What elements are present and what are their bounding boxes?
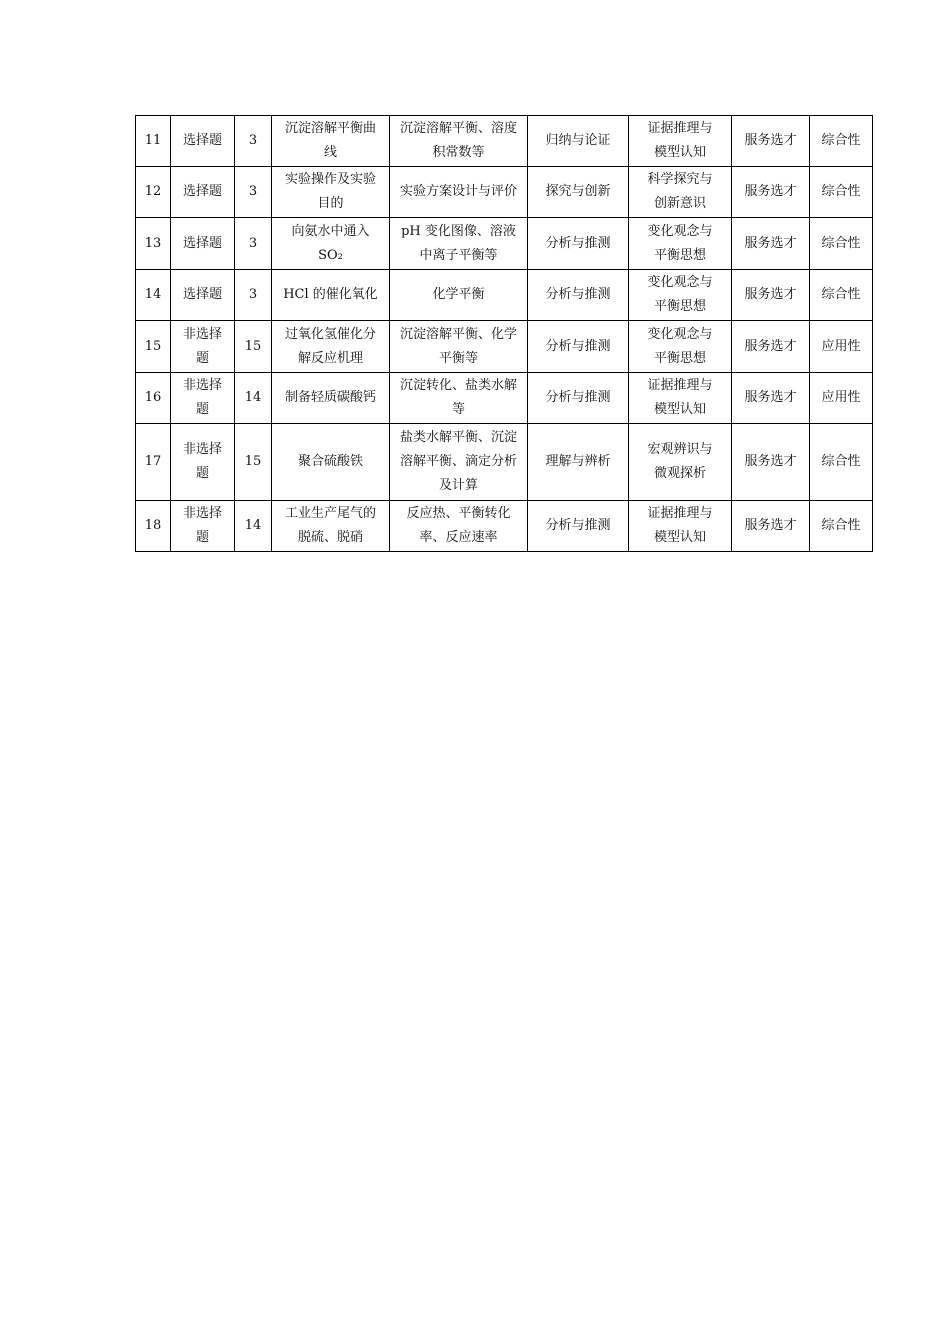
literacy-text: 证据推理与模型认知 (647, 378, 713, 417)
ability-cell: 分析与推测 (528, 218, 629, 270)
literacy-text: 证据推理与模型认知 (647, 506, 713, 545)
topic-cell (272, 321, 390, 373)
literacy-cell (629, 167, 732, 218)
value-cell: 服务选才 (732, 116, 810, 167)
value-cell: 服务选才 (732, 501, 810, 552)
literacy-cell (629, 270, 732, 321)
topic-cell: HCl 的催化氧化 (272, 270, 390, 321)
exam-analysis-table (135, 115, 873, 552)
literacy-text: 变化观念与平衡思想 (647, 326, 713, 366)
question-type-text: 非选择题 (182, 378, 222, 417)
nature-cell: 综合性 (810, 424, 873, 501)
topic-text: 工业生产尾气的脱硫、脱硝 (284, 506, 376, 545)
table-row (136, 270, 873, 321)
value-cell: 服务选才 (732, 218, 810, 270)
nature-cell: 综合性 (810, 270, 873, 321)
topic-cell: 聚合硫酸铁 (272, 424, 390, 501)
knowledge-cell (390, 116, 528, 167)
question-number-cell: 14 (136, 270, 171, 321)
question-number-cell: 12 (136, 167, 171, 218)
nature-cell: 综合性 (810, 167, 873, 218)
knowledge-text: 盐类水解平衡、沉淀溶解平衡、滴定分析及计算 (399, 430, 517, 493)
knowledge-text: 沉淀溶解平衡、溶度积常数等 (399, 121, 517, 160)
table-row (136, 167, 873, 218)
question-number-cell: 11 (136, 116, 171, 167)
literacy-cell (629, 373, 732, 424)
question-type-cell: 选择题 (171, 167, 235, 218)
knowledge-cell: 化学平衡 (390, 270, 528, 321)
score-cell: 3 (235, 218, 272, 270)
ability-cell: 分析与推测 (528, 321, 629, 373)
literacy-text: 证据推理与模型认知 (647, 121, 713, 160)
score-cell: 3 (235, 270, 272, 321)
topic-cell (272, 218, 390, 270)
question-number-cell: 15 (136, 321, 171, 373)
score-cell: 3 (235, 167, 272, 218)
question-number-cell: 18 (136, 501, 171, 552)
table-row (136, 321, 873, 373)
topic-cell (272, 501, 390, 552)
knowledge-text: 实验方案设计与评价 (399, 184, 517, 199)
knowledge-text: 沉淀转化、盐类水解等 (399, 378, 517, 417)
question-type-cell (171, 373, 235, 424)
value-cell: 服务选才 (732, 424, 810, 501)
table-row (136, 424, 873, 501)
knowledge-cell (390, 218, 528, 270)
ability-cell: 分析与推测 (528, 373, 629, 424)
nature-cell: 综合性 (810, 116, 873, 167)
topic-text: 向氨水中通入SO₂ (291, 223, 370, 263)
question-number-cell: 16 (136, 373, 171, 424)
literacy-text: 科学探究与创新意识 (647, 172, 713, 211)
question-type-cell: 选择题 (171, 270, 235, 321)
literacy-text: 变化观念与平衡思想 (647, 223, 713, 263)
literacy-text: 变化观念与平衡思想 (647, 275, 713, 314)
knowledge-cell (390, 321, 528, 373)
topic-text: 沉淀溶解平衡曲线 (284, 121, 376, 160)
nature-cell: 综合性 (810, 218, 873, 270)
value-cell: 服务选才 (732, 373, 810, 424)
ability-cell: 归纳与论证 (528, 116, 629, 167)
topic-text: 过氧化氢催化分解反应机理 (284, 326, 376, 366)
knowledge-cell (390, 501, 528, 552)
knowledge-cell (390, 373, 528, 424)
nature-cell: 应用性 (810, 373, 873, 424)
question-type-cell: 选择题 (171, 218, 235, 270)
question-number-cell: 13 (136, 218, 171, 270)
question-type-text: 非选择题 (182, 506, 222, 545)
score-cell: 15 (235, 424, 272, 501)
nature-cell: 综合性 (810, 501, 873, 552)
literacy-cell (629, 218, 732, 270)
question-type-cell (171, 424, 235, 501)
topic-cell (272, 167, 390, 218)
topic-text: 实验操作及实验目的 (284, 172, 376, 211)
literacy-cell (629, 116, 732, 167)
ability-cell: 探究与创新 (528, 167, 629, 218)
score-cell: 3 (235, 116, 272, 167)
value-cell: 服务选才 (732, 167, 810, 218)
table-row (136, 373, 873, 424)
knowledge-cell (390, 424, 528, 501)
ability-cell: 理解与辨析 (528, 424, 629, 501)
question-type-text: 非选择题 (182, 442, 222, 481)
literacy-text: 宏观辨识与微观探析 (647, 442, 713, 481)
question-type-cell (171, 501, 235, 552)
topic-cell (272, 373, 390, 424)
topic-text: 制备轻质碳酸钙 (284, 390, 376, 405)
question-type-text: 非选择题 (182, 326, 222, 366)
question-type-cell (171, 321, 235, 373)
score-cell: 14 (235, 373, 272, 424)
score-cell: 14 (235, 501, 272, 552)
knowledge-text: pH 变化图像、溶液中离子平衡等 (401, 223, 516, 263)
table-row (136, 501, 873, 552)
value-cell: 服务选才 (732, 321, 810, 373)
question-type-cell: 选择题 (171, 116, 235, 167)
nature-cell: 应用性 (810, 321, 873, 373)
knowledge-cell (390, 167, 528, 218)
ability-cell: 分析与推测 (528, 501, 629, 552)
question-number-cell: 17 (136, 424, 171, 501)
topic-cell (272, 116, 390, 167)
knowledge-text: 反应热、平衡转化率、反应速率 (406, 506, 511, 545)
literacy-cell (629, 321, 732, 373)
table-row (136, 116, 873, 167)
knowledge-text: 沉淀溶解平衡、化学平衡等 (399, 326, 517, 366)
literacy-cell (629, 424, 732, 501)
table-row (136, 218, 873, 270)
ability-cell: 分析与推测 (528, 270, 629, 321)
score-cell: 15 (235, 321, 272, 373)
literacy-cell (629, 501, 732, 552)
value-cell: 服务选才 (732, 270, 810, 321)
